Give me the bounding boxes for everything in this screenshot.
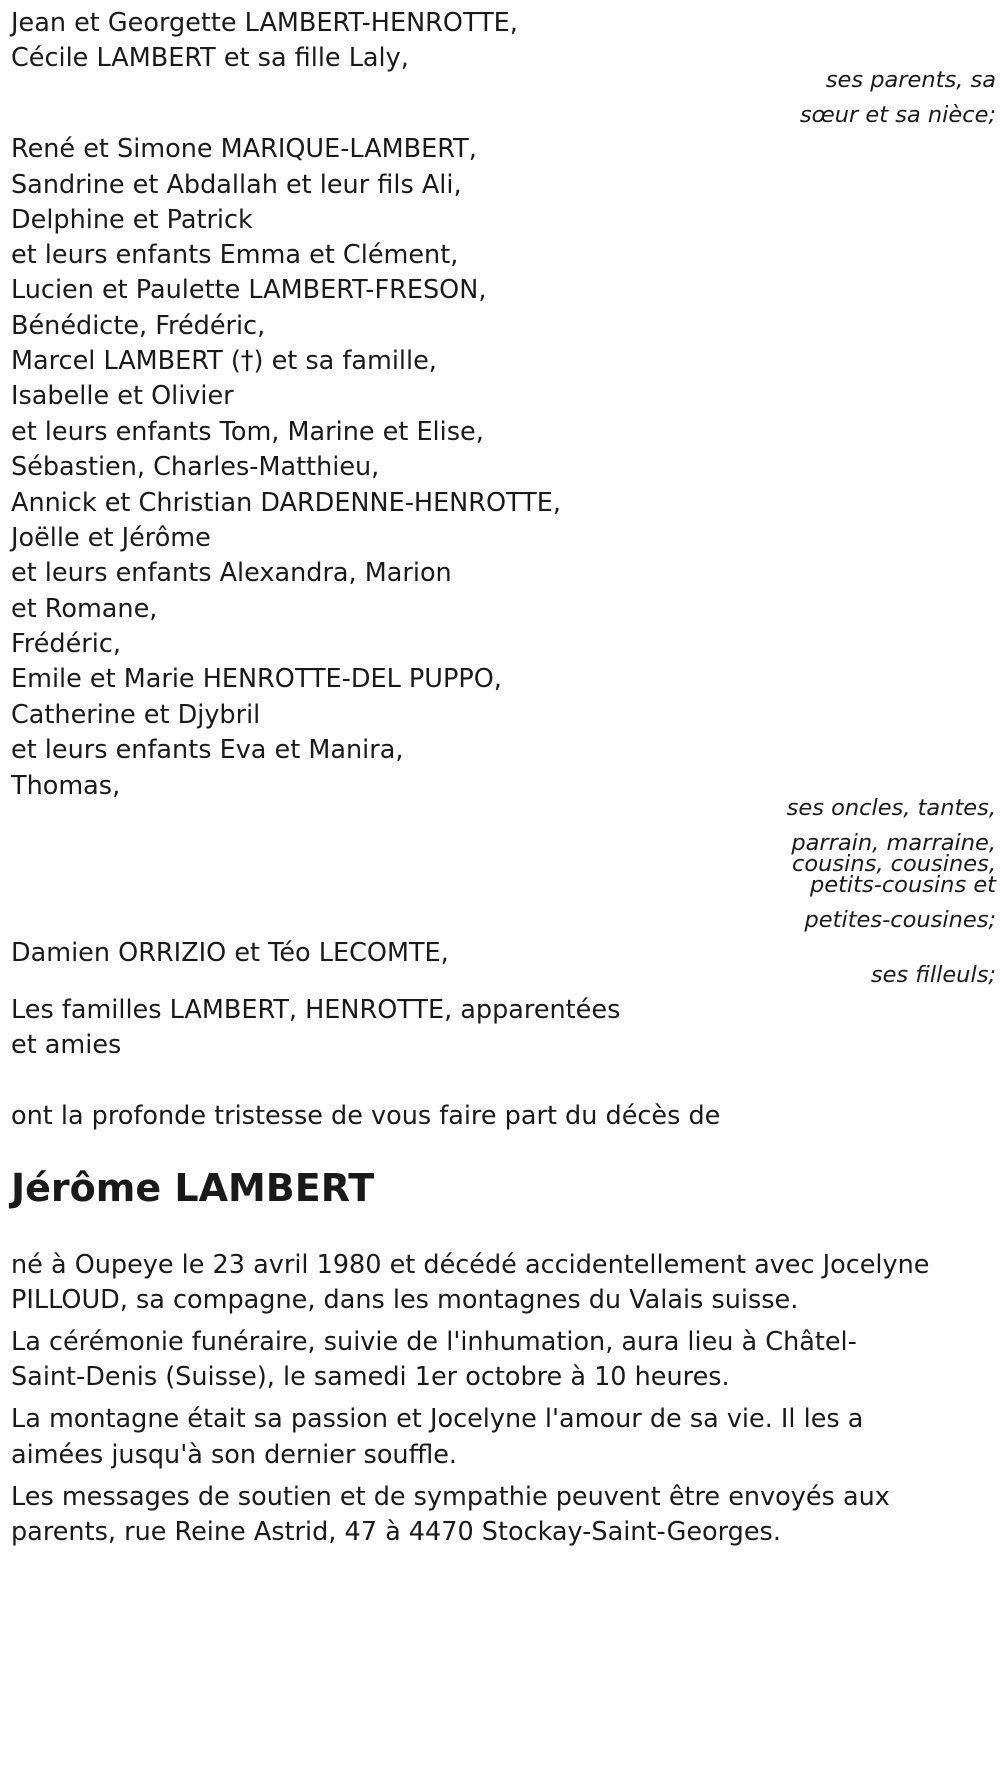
family-line: Jean et Georgette LAMBERT-HENROTTE, [11,8,518,38]
family-line: et leurs enfants Emma et Clément, [11,240,459,270]
family-line: Les familles LAMBERT, HENROTTE, apparentées [11,995,621,1025]
family-line: Bénédicte, Frédéric, [11,311,266,341]
body-line: Saint-Denis (Suisse), le samedi 1er octobre à 10 heures. [11,1362,730,1392]
family-line: et amies [11,1030,122,1060]
family-line: Thomas, [11,771,121,801]
body-line: La montagne était sa passion et Jocelyne l'amour de sa vie. Il les a [11,1404,864,1434]
family-line: Catherine et Djybril [11,700,261,730]
relation-label: ses filleuls; [870,962,996,988]
announcement-line: ont la profonde tristesse de vous faire part du décès de [11,1101,721,1131]
relation-label: sœur et sa nièce; [799,102,996,128]
body-line: PILLOUD, sa compagne, dans les montagnes du Valais suisse. [11,1285,799,1315]
family-line: Frédéric, [11,629,121,659]
family-line: et Romane, [11,594,158,624]
deceased-name: Jérôme LAMBERT [11,1166,375,1210]
family-line: Damien ORRIZIO et Téo LECOMTE, [11,938,449,968]
body-line: Les messages de soutien et de sympathie peuvent être envoyés aux [11,1482,890,1512]
body-line: La cérémonie funéraire, suivie de l'inhumation, aura lieu à Châtel- [11,1327,857,1357]
family-line: Sébastien, Charles-Matthieu, [11,452,380,482]
relation-label: parrain, marraine, [791,830,996,856]
relation-label: ses oncles, tantes, [786,795,996,821]
family-line: Joëlle et Jérôme [11,523,211,553]
relation-label: petites-cousines; [804,907,996,933]
family-line: et leurs enfants Tom, Marine et Elise, [11,417,484,447]
family-line: Isabelle et Olivier [11,381,234,411]
family-line: et leurs enfants Eva et Manira, [11,735,404,765]
relation-label: petits-cousins et [809,872,996,898]
body-line: aimées jusqu'à son dernier souffle. [11,1440,458,1470]
family-line: Lucien et Paulette LAMBERT-FRESON, [11,275,487,305]
family-line: Sandrine et Abdallah et leur fils Ali, [11,170,462,200]
relation-label: cousins, cousines, [791,851,996,877]
family-line: Delphine et Patrick [11,205,253,235]
family-line: Emile et Marie HENROTTE-DEL PUPPO, [11,664,502,694]
family-line: Annick et Christian DARDENNE-HENROTTE, [11,488,561,518]
family-line: Cécile LAMBERT et sa fille Laly, [11,43,409,73]
body-line: parents, rue Reine Astrid, 47 à 4470 Stockay-Saint-Georges. [11,1517,781,1547]
body-line: né à Oupeye le 23 avril 1980 et décédé accidentellement avec Jocelyne [11,1250,930,1280]
family-line: René et Simone MARIQUE-LAMBERT, [11,134,477,164]
family-line: Marcel LAMBERT (†) et sa famille, [11,346,437,376]
family-line: et leurs enfants Alexandra, Marion [11,558,452,588]
relation-label: ses parents, sa [825,67,996,93]
